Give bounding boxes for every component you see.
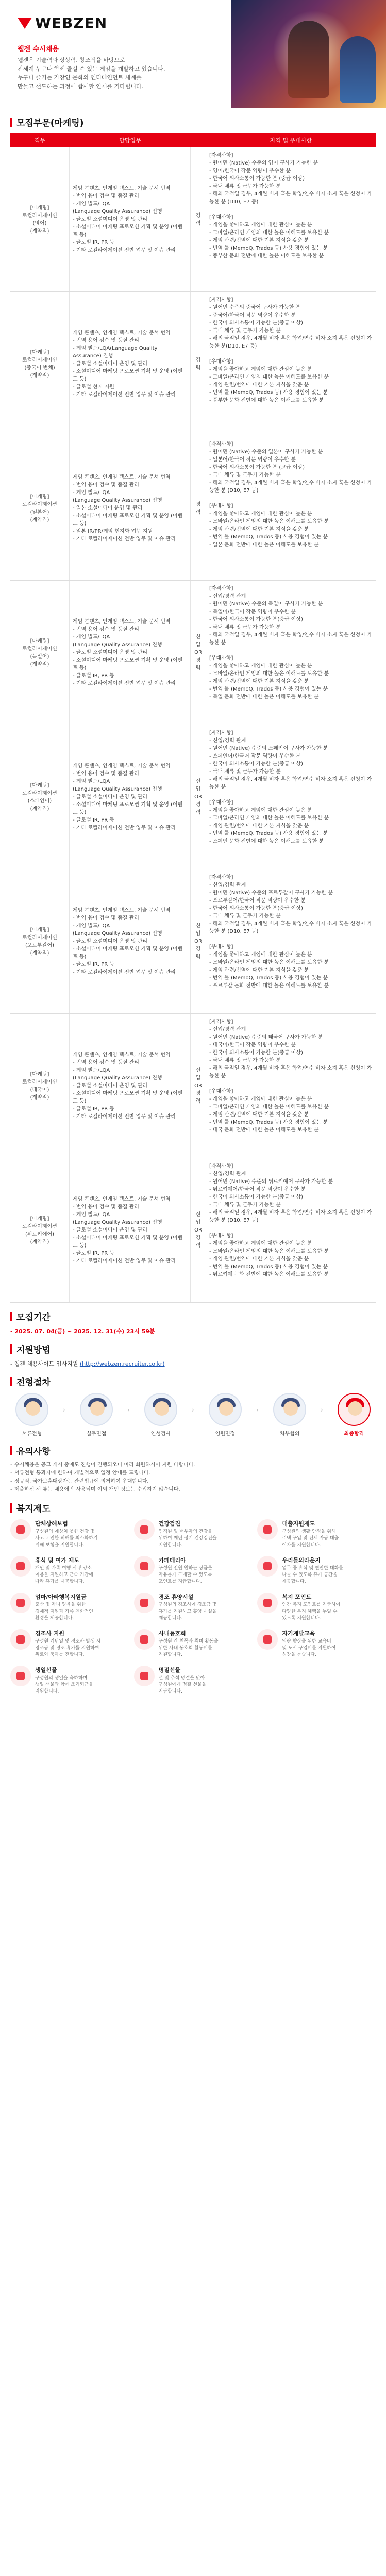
job-cell: [마케팅] 로컬라이제이션 (일본어) (계약직) bbox=[10, 436, 70, 580]
duty-cell: 게임 콘텐츠, 인게임 텍스트, 기술 문서 번역 - 번역 용어 검수 및 품질 관리 - 게임 빌드/LQA (Language Quality Assurance) 진행 - 글로벌 소셜미디어 운영 및 관리 - 소셜미디어 마케팅 프로모션 기획 및 운영 (이벤트 등) - 글로벌 IR, PR 등 - 기타 로컬라이제이션 전반 업무 및 이슈 관리 bbox=[70, 1014, 191, 1158]
club-icon bbox=[134, 1629, 155, 1650]
welfare-section-heading bbox=[10, 1501, 376, 1514]
list-item: - 제출하신 서 류는 채용에만 사용되며 이외 개인 정보는 수집하지 않습니다. bbox=[10, 1486, 376, 1494]
welfare-title: 자기계발교육 bbox=[282, 1630, 315, 1637]
qualification-cell: [자격사항] - 신입/경력 관계 - 원어민 (Native) 수준의 독일어 구사가 가능한 분 - 독일어/한국어 작문 역량이 우수한 분 - 한국어 의사소통이 가능한 분(중급 이상) - 국내 체류 및 근무가 가능한 분 - 해외 국적일 경우, 4개월 비자 혹은 학업/연수 비자 소지 혹은 신청이 가능한 분 [우대사항] - 게임을 좋아하고 게임에 대한 관심이 높은 분 - 모바일/온라인 게임의 대한 높은 이해도를 보유한 분 - 게임 관련/번역에 대한 기본 지식을 갖춘 분 - 번역 툴 (MemoQ, Trados 등) 사용 경험이 있는 분 - 독일 문화 전반에 대한 높은 이해도를 보유한 분 bbox=[209, 586, 372, 700]
welfare-desc: 구성원 간 친목과 취미 활동을 위한 사내 동호회 활동비를 지원합니다. bbox=[158, 1639, 219, 1658]
notes-section-title: 유의사항 bbox=[16, 1447, 51, 1457]
step-label: 실무면접 bbox=[86, 1431, 107, 1437]
process-section-title: 전형절차 bbox=[16, 1377, 51, 1388]
type-cell: 신입 OR 경력 bbox=[191, 725, 206, 869]
step-label: 최종합격 bbox=[344, 1431, 364, 1437]
type-cell: 신입 OR 경력 bbox=[191, 1014, 206, 1158]
job-cell: [마케팅] 로컬라이제이션 (포르투갈어) (계약직) bbox=[10, 869, 70, 1013]
qualification-cell: [자격사항] - 원어민 수준의 중국어 구사가 가능한 분 - 중국어/한국어 작문 역량이 우수한 분 - 한국어 의사소통이 가능한 분(중급 이상) - 국내 체류 및 근무가 가능한 분 - 해외 국적일 경우, 4개월 비자 혹은 학업/연수 비자 소지 혹은 신청이 가능한 분(D10, E7 등) [우대사항] - 게임을 좋아하고 게임에 대한 관심이 높은 분 - 모바일/온라인 게임의 대한 높은 이해도를 보유한 분 - 게임 관련/번역에 대한 기본 지식을 갖춘 분 - 번역 툴 (MemoQ, Trados 등) 사용 경험이 있는 분 - 풍부한 문화 전반에 대한 높은 이해도를 보유한 분 bbox=[209, 297, 372, 403]
welfare-title: 단체상해보험 bbox=[35, 1520, 68, 1527]
table-row bbox=[10, 1014, 376, 1158]
welfare-title: 휴식 및 여가 제도 bbox=[35, 1557, 79, 1564]
resort-icon bbox=[134, 1593, 155, 1613]
column-header-duty: 담당업무 bbox=[119, 137, 141, 144]
welfare-item bbox=[134, 1519, 253, 1549]
column-header-qualification: 자격 및 우대사항 bbox=[270, 137, 312, 144]
step-label: 서류전형 bbox=[22, 1431, 42, 1437]
welfare-title: 대출지원제도 bbox=[282, 1520, 315, 1527]
health-check-icon bbox=[134, 1519, 155, 1540]
qualification-cell: [자격사항] - 원어민 (Native) 수준의 일본어 구사가 가능한 분 - 일본어/한국어 작문 역량이 우수한 분 - 한국어 의사소통이 가능한 분 (고급 이상) - 국내 체류 및 근무가 가능한 분 - 해외 국적일 경우, 4개월 비자 혹은 학업/연수 비자 소지 혹은 신청이 가능한 분 (D10, E7 등) [우대사항] - 게임을 좋아하고 게임에 대한 관심이 높은 분 - 모바일/온라인 게임의 대한 높은 이해도를 보유한 분 - 게임 관련/번역에 대한 기본 지식을 갖춘 분 - 번역 툴 (MemoQ, Trados 등) 사용 경험이 있는 분 - 일본 문화 전반에 대한 높은 이해도를 보유한 분 bbox=[209, 441, 372, 548]
duty-cell: 게임 콘텐츠, 인게임 텍스트, 기술 문서 번역 - 번역 용어 검수 및 품질 관리 - 게임 빌드/LQA (Language Quality Assurance) 진행 - 글로벌 소셜미디어 운영 및 관리 - 소셜미디어 마케팅 프로모션 기획 및 운영 (이벤트 등) - 글로벌 IR, PR 등 - 기타 로컬라이제이션 전반 업무 및 이슈 관리 bbox=[70, 147, 191, 291]
welfare-grid bbox=[10, 1519, 376, 1695]
qualification-cell: [자격사항] - 신입/경력 관계 - 원어민 (Native) 수준의 태국어 구사가 가능한 분 - 태국어/한국어 작문 역량이 우수한 분 - 한국어 의사소통이 가능한 분(중급 이상) - 국내 체류 및 근무가 가능한 분 - 해외 국적일 경우, 4개월 비자 혹은 학업/연수 비자 소지 혹은 신청이 가능한 분 [우대사항] - 게임을 좋아하고 게임에 대한 관심이 높은 분 - 모바일/온라인 게임의 대한 높은 이해도를 보유한 분 - 게임 관련/번역에 대한 기본 지식을 갖춘 분 - 번역 툴 (MemoQ, Trados 등) 사용 경험이 있는 분 - 태국 문화 전반에 대한 높은 이해도를 보유한 분 bbox=[209, 1019, 372, 1133]
welfare-title: 건강검진 bbox=[158, 1520, 181, 1527]
step-character-icon bbox=[15, 1393, 48, 1426]
welfare-title: 생일선물 bbox=[35, 1667, 57, 1673]
notes-list bbox=[10, 1461, 376, 1494]
webzen-logo bbox=[18, 14, 107, 31]
arrow-right-icon: › bbox=[321, 1406, 323, 1414]
welfare-title: 경조 휴양시설 bbox=[158, 1594, 194, 1600]
apply-section-heading bbox=[10, 1342, 376, 1355]
section-bar-icon bbox=[10, 1377, 12, 1386]
welfare-desc: 업무 중 휴식 및 편안한 대화를 나눌 수 있도록 휴게 공간을 제공합니다. bbox=[282, 1566, 343, 1584]
job-cell: [마케팅] 로컬라이제이션 (영어) (계약직) bbox=[10, 147, 70, 291]
welfare-title: 복지 포인트 bbox=[282, 1594, 312, 1600]
type-cell: 경력 bbox=[191, 147, 206, 291]
hero-description: 웹젠은 기술력과 상상력, 창조적을 바탕으로 전세계 누구나 함께 즐길 수 있는 게임을 개발하고 있습니다. 누구나 즐기는 가장인 문화의 엔터테인먼트 세계를 만들고 선도하는 과정에 함께할 인재를 기다립니다. bbox=[18, 57, 165, 90]
welfare-desc: 임직원 및 배우자의 건강을 위하여 매년 정기 건강검진을 지원합니다. bbox=[158, 1529, 217, 1548]
step-label: 인성검사 bbox=[150, 1431, 171, 1437]
type-cell: 경력 bbox=[191, 436, 206, 580]
table-row bbox=[10, 292, 376, 436]
duty-cell: 게임 콘텐츠, 인게임 텍스트, 기술 문서 번역 - 번역 용어 검수 및 품질 관리 - 게임 빌드/LQA (Language Quality Assurance) 진행 - 글로벌 소셜미디어 운영 및 관리 - 소셜미디어 마케팅 프로모션 기획 및 운영 (이벤트 등) - 글로벌 IR, PR 등 - 기타 로컬라이제이션 전반 업무 및 이슈 관리 bbox=[70, 1158, 191, 1302]
step-character-icon bbox=[209, 1393, 242, 1426]
duty-cell: 게임 콘텐츠, 인게임 텍스트, 기술 문서 번역 - 번역 용어 검수 및 품질 관리 - 게임 빌드/LQA (Language Quality Assurance) 진행 - 글로벌 소셜미디어 운영 및 관리 - 소셜미디어 마케팅 프로모션 기획 및 운영 (이벤트 등) - 글로벌 IR, PR 등 - 기타 로컬라이제이션 전반 업무 및 이슈 관리 bbox=[70, 869, 191, 1013]
process-section-heading bbox=[10, 1375, 376, 1388]
welfare-title: 경조사 지원 bbox=[35, 1630, 64, 1637]
type-cell: 신입 OR 경력 bbox=[191, 581, 206, 725]
welfare-item bbox=[257, 1556, 376, 1585]
column-header-type bbox=[191, 133, 206, 147]
table-row bbox=[10, 147, 376, 292]
welfare-item bbox=[134, 1666, 253, 1695]
loan-icon bbox=[257, 1519, 278, 1540]
process-step bbox=[75, 1393, 118, 1437]
type-cell: 신입 OR 경력 bbox=[191, 869, 206, 1013]
recruit-site-link[interactable]: (http://webzen.recruiter.co.kr) bbox=[79, 1360, 165, 1367]
section-bar-icon bbox=[10, 1312, 12, 1321]
welfare-item bbox=[257, 1593, 376, 1622]
table-row bbox=[10, 869, 376, 1014]
section-bar-icon bbox=[10, 118, 12, 127]
welfare-item bbox=[134, 1593, 253, 1622]
arrow-right-icon: › bbox=[192, 1406, 194, 1414]
period-text-box bbox=[10, 1327, 376, 1335]
job-cell: [마케팅] 로컬라이제이션 (태국어) (계약직) bbox=[10, 1014, 70, 1158]
step-character-icon bbox=[144, 1393, 177, 1426]
job-cell: [마케팅] 로컬라이제이션 (스페인어) (계약직) bbox=[10, 725, 70, 869]
welfare-desc: 설 및 추석 명절을 맞아 구성원에게 명절 선물을 지급합니다. bbox=[158, 1676, 207, 1694]
step-label: 임원면접 bbox=[215, 1431, 236, 1437]
process-step bbox=[10, 1393, 54, 1437]
period-text: - 2025. 07. 04(금) ~ 2025. 12. 31(수) 23시 59분 bbox=[10, 1328, 155, 1335]
job-cell: [마케팅] 로컬라이제이션 (튀르키예어) (계약직) bbox=[10, 1158, 70, 1302]
process-step bbox=[204, 1393, 247, 1437]
step-character-icon bbox=[338, 1393, 371, 1426]
type-cell: 신입 OR 경력 bbox=[191, 1158, 206, 1302]
period-section-heading bbox=[10, 1310, 376, 1323]
recruit-section-title: 모집부문(마케팅) bbox=[16, 118, 84, 128]
duty-cell: 게임 콘텐츠, 인게임 텍스트, 기술 문서 번역 - 번역 용어 검수 및 품질 관리 - 게임 빌드/LQA(Language Quality Assurance) 진행 - 글로벌 소셜미디어 운영 및 관리 - 소셜미디어 마케팅 프로모션 기획 및 운영 (이벤트 등) - 글로벌 현지 지원 - 기타 로컬라이제이션 전반 업무 및 이슈 관리 bbox=[70, 292, 191, 436]
list-item: - 정규직, 국가보훈대상자는 관련법규에 의거하여 우대합니다. bbox=[10, 1478, 376, 1486]
column-header-job: 직무 bbox=[34, 137, 46, 144]
table-row bbox=[10, 1158, 376, 1303]
process-step bbox=[268, 1393, 311, 1437]
recruit-section-heading bbox=[10, 116, 376, 128]
welfare-desc: 구성원 전원 원하는 상품을 자유롭게 구매할 수 있도록 포인트를 지급합니다. bbox=[158, 1566, 212, 1584]
welfare-desc: 구성원의 생활 안정을 위해 주택 구입 및 전세 자금 대출 이자를 지원합니다. bbox=[282, 1529, 339, 1548]
hero-banner bbox=[0, 0, 386, 108]
vacation-icon bbox=[10, 1556, 31, 1577]
arrow-right-icon: › bbox=[256, 1406, 259, 1414]
point-icon bbox=[257, 1593, 278, 1613]
table-row bbox=[10, 725, 376, 869]
period-section-title: 모집기간 bbox=[16, 1312, 51, 1323]
notes-section-heading bbox=[10, 1444, 376, 1457]
qualification-cell: [자격사항] - 신입/경력 관계 - 원어민 (Native) 수준의 포르투갈어 구사가 가능한 분 - 포르투갈어/한국어 작문 역량이 우수한 분 - 한국어 의사소통이 가능한 분(중급 이상) - 국내 체류 및 근무가 가능한 분 - 해외 국적일 경우, 4개월 비자 혹은 학업/연수 비자 소지 혹은 신청이 가능한 분 (D10, E7 등) [우대사항] - 게임을 좋아하고 게임에 대한 관심이 높은 분 - 모바일/온라인 게임의 대한 높은 이해도를 보유한 분 - 게임 관련/번역에 대한 기본 지식을 갖춘 분 - 번역 툴 (MemoQ, Trados 등) 사용 경험이 있는 분 - 포르투갈 문화 전반에 대한 높은 이해도를 보유한 분 bbox=[209, 875, 372, 989]
apply-text-box bbox=[10, 1359, 376, 1368]
step-label: 처우협의 bbox=[279, 1431, 300, 1437]
holiday-gift-icon bbox=[134, 1666, 155, 1686]
step-character-icon bbox=[80, 1393, 113, 1426]
hero-character-art bbox=[231, 0, 386, 108]
welfare-desc: 구성원의 예상치 못한 건강 및 사고로 인한 피해를 최소화하기 위해 보험을 지원합니다. bbox=[35, 1529, 98, 1548]
welfare-item bbox=[10, 1629, 129, 1659]
welfare-desc: 구성원의 생일을 축하하며 생일 선물과 함께 조기퇴근을 지원합니다. bbox=[35, 1676, 93, 1694]
arrow-right-icon: › bbox=[127, 1406, 130, 1414]
list-item: - 서류전형 통과자에 한하여 개별적으로 일정 안내를 드립니다. bbox=[10, 1469, 376, 1478]
welfare-item bbox=[134, 1629, 253, 1659]
welfare-item bbox=[257, 1519, 376, 1549]
education-icon bbox=[257, 1629, 278, 1650]
duty-cell: 게임 콘텐츠, 인게임 텍스트, 기술 문서 번역 - 번역 용어 검수 및 품질 관리 - 게임 빌드/LQA (Language Quality Assurance) 진행 - 글로벌 소셜미디어 운영 및 관리 - 소셜미디어 마케팅 프로모션 기획 및 운영 (이벤트 등) - 글로벌 IR, PR 등 - 기타 로컬라이제이션 전반 업무 및 이슈 관리 bbox=[70, 725, 191, 869]
logo-text: WEBZEN bbox=[35, 14, 108, 31]
welfare-desc: 역량 향상을 위한 교육비 및 도서 구입비를 지원하여 성장을 돕습니다. bbox=[282, 1639, 336, 1658]
insurance-icon bbox=[10, 1519, 31, 1540]
section-bar-icon bbox=[10, 1503, 12, 1513]
recruit-table bbox=[10, 133, 376, 1303]
qualification-cell: [자격사항] - 신입/경력 관계 - 원어민 (Native) 수준의 스페인어 구사가 가능한 분 - 스페인어/한국어 작문 역량이 우수한 분 - 한국어 의사소통이 가능한 분(중급 이상) - 국내 체류 및 근무가 가능한 분 - 해외 국적일 경우, 4개월 비자 혹은 학업/연수 비자 소지 혹은 신청이 가능한 분 [우대사항] - 게임을 좋아하고 게임에 대한 관심이 높은 분 - 모바일/온라인 게임의 대한 높은 이해도를 보유한 분 - 게임 관련/번역에 대한 기본 지식을 갖춘 분 - 번역 툴 (MemoQ, Trados 등) 사용 경험이 있는 분 - 스페인 문화 전반에 대한 높은 이해도를 보유한 분 bbox=[209, 730, 372, 844]
welfare-desc: 구성원의 경조사에 경조금 및 휴가를 지원하고 휴양 시설을 제공합니다. bbox=[158, 1602, 217, 1621]
family-icon bbox=[10, 1593, 31, 1613]
duty-cell: 게임 콘텐츠, 인게임 텍스트, 기술 문서 번역 - 번역 용어 검수 및 품질 관리 - 게임 빌드/LQA (Language Quality Assurance) 진행 - 일본 소셜미디어 운영 및 관리 - 소셜미디어 마케팅 프로모션 기획 및 운영 (이벤트 등) - 일본 IR/PR/게임 현지화 업무 지원 - 기타 로컬라이제이션 전반 업무 및 이슈 관리 bbox=[70, 436, 191, 580]
qualification-cell: [자격사항] - 원어민 (Native) 수준의 영어 구사가 가능한 분 - 영어/한국어 작문 역량이 우수한 분 - 한국어 의사소통이 가능한 분 (중급 이상) - 국내 체류 및 근무가 가능한 분 - 해외 국적일 경우, 4개월 비자 혹은 학업/연수 비자 소지 혹은 신청이 가능한 분 (D10, E7 등) [우대사항] - 게임을 좋아하고 게임에 대한 관심이 높은 분 - 모바일/온라인 게임의 대한 높은 이해도를 보유한 분 - 게임 관련/번역에 대한 기본 지식을 갖춘 분 - 번역 툴 (MemoQ, Trados 등) 사용 경험이 있는 분 - 풍부한 문화 전반에 대한 높은 이해도를 보유한 분 bbox=[209, 153, 372, 259]
job-cell: [마케팅] 로컬라이제이션 (중국어 번체) (계약직) bbox=[10, 292, 70, 436]
process-steps bbox=[10, 1393, 376, 1437]
welfare-desc: 구성원 기념일 및 경조사 발생 시 경조금 및 경조 휴가를 지원하여 위로와 축하를 전합니다. bbox=[35, 1639, 101, 1658]
apply-section-title: 지원방법 bbox=[16, 1345, 51, 1355]
hero-title: 웹젠 수시채용 bbox=[18, 45, 59, 53]
welfare-title: 사내동호회 bbox=[158, 1630, 186, 1637]
step-character-icon bbox=[273, 1393, 306, 1426]
job-cell: [마케팅] 로컬라이제이션 (독일어) (계약직) bbox=[10, 581, 70, 725]
welfare-item bbox=[10, 1593, 129, 1622]
welfare-title: 우리들의라운지 bbox=[282, 1557, 321, 1564]
welfare-title: 명절선물 bbox=[158, 1667, 181, 1673]
process-step bbox=[139, 1393, 182, 1437]
hero-character-figure-secondary bbox=[340, 36, 376, 103]
type-cell: 경력 bbox=[191, 292, 206, 436]
welfare-section-title: 복지제도 bbox=[16, 1504, 51, 1514]
process-step-final bbox=[332, 1393, 376, 1437]
welfare-desc: 출산 및 자녀 양육을 위한 경제적 지원과 가족 친화적인 환경을 제공합니다. bbox=[35, 1602, 93, 1621]
welfare-desc: 연간 복지 포인트를 지급하여 다양한 복지 혜택을 누릴 수 있도록 지원합니다. bbox=[282, 1602, 341, 1621]
section-bar-icon bbox=[10, 1344, 12, 1354]
qualification-cell: [자격사항] - 신입/경력 관계 - 원어민 (Native) 수준의 튀르키예어 구사가 가능한 분 - 튀르키예어/한국어 작문 역량이 우수한 분 - 한국어 의사소통이 가능한 분(중급 이상) - 국내 체류 및 근무가 가능한 분 - 해외 국적일 경우, 4개월 비자 혹은 학업/연수 비자 소지 혹은 신청이 가능한 분 (D10, E7 등) [우대사항] - 게임을 좋아하고 게임에 대한 관심이 높은 분 - 모바일/온라인 게임의 대한 높은 이해도를 보유한 분 - 게임 관련/번역에 대한 기본 지식을 갖춘 분 - 번역 툴 (MemoQ, Trados 등) 사용 경험이 있는 분 - 튀르키예 문화 전반에 대한 높은 이해도를 보유한 분 bbox=[209, 1163, 372, 1277]
celebration-icon bbox=[10, 1629, 31, 1650]
welfare-item bbox=[257, 1629, 376, 1659]
welfare-item bbox=[10, 1519, 129, 1549]
table-row bbox=[10, 436, 376, 581]
welfare-item bbox=[10, 1666, 129, 1695]
welfare-title: 카페테리아 bbox=[158, 1557, 186, 1564]
cafeteria-icon bbox=[134, 1556, 155, 1577]
hero-character-figure bbox=[288, 21, 329, 98]
logo-mark-icon bbox=[18, 18, 32, 29]
table-row bbox=[10, 581, 376, 725]
lounge-icon bbox=[257, 1556, 278, 1577]
list-item: - 수시채용은 공고 게시 중에도 진행이 진행되오니 미리 회원하시어 지원 바랍니다. bbox=[10, 1461, 376, 1469]
section-bar-icon bbox=[10, 1446, 12, 1455]
welfare-item bbox=[10, 1556, 129, 1585]
welfare-item bbox=[134, 1556, 253, 1585]
duty-cell: 게임 콘텐츠, 인게임 텍스트, 기술 문서 번역 - 번역 용어 검수 및 품질 관리 - 게임 빌드/LQA (Language Quality Assurance) 진행 - 글로벌 소셜미디어 운영 및 관리 - 소셜미디어 마케팅 프로모션 기획 및 운영 (이벤트 등) - 글로벌 IR, PR 등 - 기타 로컬라이제이션 전반 업무 및 이슈 관리 bbox=[70, 581, 191, 725]
birthday-gift-icon bbox=[10, 1666, 31, 1686]
recruit-table-header bbox=[10, 133, 376, 147]
welfare-title: 엄마/아빠행복지원금 bbox=[35, 1594, 87, 1600]
welfare-desc: 개인 및 가족 여행 시 휴양소 이용을 지원하고 근속 기간에 따라 휴가를 제공합니다. bbox=[35, 1566, 93, 1584]
apply-prefix: - 웹젠 채용사이트 입사지원 bbox=[10, 1360, 80, 1367]
arrow-right-icon: › bbox=[63, 1406, 65, 1414]
